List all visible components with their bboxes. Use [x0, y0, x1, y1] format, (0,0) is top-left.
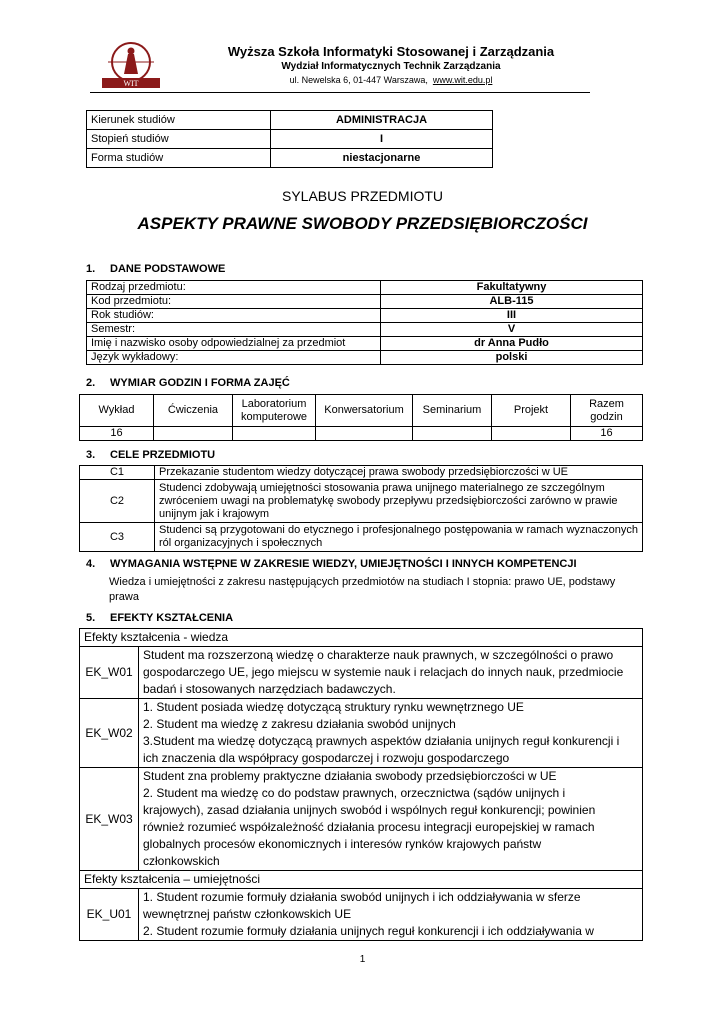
outcome-line: członkowskich — [143, 854, 220, 868]
table-row — [87, 281, 643, 295]
section-3-heading — [86, 449, 215, 461]
outcome-line: globalnych procesów ekonomicznych i interesów rynków krajowych państw — [143, 837, 542, 851]
cell-value: 16 — [80, 427, 154, 441]
table-row — [80, 889, 643, 941]
page-number: 1 — [359, 954, 366, 965]
col-header: Laboratorium komputerowe — [233, 395, 316, 427]
row-value: ALB-115 — [381, 295, 643, 309]
table-row — [87, 149, 493, 168]
row-label: Język wykładowy: — [87, 351, 381, 365]
outcome-code: EK_W03 — [80, 768, 139, 871]
faculty-name: Wydział Informatycznych Technik Zarządzania — [281, 61, 501, 72]
row-label: Imię i nazwisko osoby odpowiedzialnej za przedmiot — [87, 337, 381, 351]
objective-text: Przekazanie studentom wiedzy dotyczącej prawa swobody przedsiębiorczości w UE — [155, 466, 643, 480]
col-header: Wykład — [80, 395, 154, 427]
outcome-line: 1. Student posiada wiedzę dotyczącą struktury rynku wewnętrznego UE — [143, 700, 524, 714]
table-row — [80, 768, 643, 871]
outcome-text — [139, 647, 643, 699]
section-title: CELE PRZEDMIOTU — [110, 449, 216, 461]
outcome-code: EK_W01 — [80, 647, 139, 699]
section-number: 2. — [86, 377, 96, 389]
outcome-line: badań i stosowanych narzędziach badawczych. — [143, 682, 396, 696]
table-row — [80, 699, 643, 768]
table-row — [87, 323, 643, 337]
row-label: Kod przedmiotu: — [87, 295, 381, 309]
learning-outcomes-table — [79, 628, 643, 941]
section-title: WYMIAR GODZIN I FORMA ZAJĘĆ — [110, 377, 290, 389]
outcome-code: EK_U01 — [80, 889, 139, 941]
outcome-text — [139, 768, 643, 871]
cell-value — [154, 427, 233, 441]
col-header: Seminarium — [413, 395, 492, 427]
row-label: Semestr: — [87, 323, 381, 337]
row-label: Rodzaj przedmiotu: — [87, 281, 381, 295]
group-header-row — [80, 629, 643, 647]
info-label: Kierunek studiów — [87, 111, 271, 130]
school-logo — [100, 40, 162, 92]
sylabus-label: SYLABUS PRZEDMIOTU — [281, 188, 444, 204]
row-value: polski — [381, 351, 643, 365]
outcome-line: Student zna problemy praktyczne działania swobody przedsiębiorczości w UE — [143, 769, 557, 783]
table-row — [87, 295, 643, 309]
outcome-line: 3.Student ma wiedzę dotyczącą prawnych aspektów działania unijnych reguł konkurencji i — [143, 734, 620, 748]
outcome-line: 2. Student ma wiedzę z zakresu działania swobód unijnych — [143, 717, 456, 731]
table-row — [87, 337, 643, 351]
outcome-text — [139, 699, 643, 768]
outcome-line: wewnętrznej państw członkowskich UE — [143, 907, 352, 921]
table-row — [80, 466, 643, 480]
outcome-line: 1. Student rozumie formuły działania swobód unijnych i ich oddziaływania w sferze — [143, 890, 581, 904]
cell-value — [492, 427, 571, 441]
section-number: 1. — [86, 263, 96, 275]
table-row — [80, 427, 643, 441]
section-number: 4. — [86, 558, 96, 570]
school-name: Wyższa Szkoła Informatyki Stosowanej i Zarządzania — [227, 44, 555, 59]
section-number: 3. — [86, 449, 96, 461]
table-row — [87, 351, 643, 365]
outcome-text — [139, 889, 643, 941]
col-header: Konwersatorium — [316, 395, 413, 427]
group-header-umiejetnosci: Efekty kształcenia – umiejętności — [80, 871, 643, 889]
outcome-line: 2. Student rozumie formuły działania unijnych reguł konkurencji i ich oddziaływania w — [143, 924, 594, 938]
outcome-code: EK_W02 — [80, 699, 139, 768]
info-value: I — [271, 130, 493, 149]
address: ul. Newelska 6, 01-447 Warszawa, — [289, 75, 428, 85]
section-title: EFEKTY KSZTAŁCENIA — [110, 612, 234, 624]
cell-value — [233, 427, 316, 441]
info-value: ADMINISTRACJA — [271, 111, 493, 130]
table-row — [87, 111, 493, 130]
table-row — [80, 395, 643, 427]
hours-table — [79, 394, 643, 441]
outcome-line: Student ma rozszerzoną wiedzę o charakterze nauk prawnych, w szczególności o prawo — [143, 648, 614, 662]
table-row — [80, 647, 643, 699]
section-title: DANE PODSTAWOWE — [110, 263, 226, 275]
objective-code: C1 — [80, 466, 155, 480]
prerequisites-text: Wiedza i umiejętności z zakresu następujących przedmiotów na studiach I stopnia: prawo UE, podstawy prawa — [109, 576, 616, 603]
row-value: III — [381, 309, 643, 323]
section-title: WYMAGANIA WSTĘPNE W ZAKRESIE WIEDZY, UMIEJĘTNOŚCI I INNYCH KOMPETENCJI — [110, 558, 577, 570]
outcome-line: również rozumieć współzależność działania procesu integracji europejskiej w ramach — [143, 820, 595, 834]
col-header: Razem godzin — [571, 395, 643, 427]
info-value: niestacjonarne — [271, 149, 493, 168]
cell-value: 16 — [571, 427, 643, 441]
address-line — [226, 75, 556, 85]
cell-value — [316, 427, 413, 441]
cell-value — [413, 427, 492, 441]
group-header-row — [80, 871, 643, 889]
section-5-heading — [86, 612, 233, 624]
col-header: Ćwiczenia — [154, 395, 233, 427]
section-1-heading — [86, 263, 225, 275]
table-row — [80, 480, 643, 523]
header-divider — [90, 92, 590, 93]
section-2-heading — [86, 377, 290, 389]
website-link[interactable]: www.wit.edu.pl — [432, 75, 493, 85]
basic-data-table — [86, 280, 643, 365]
section-4-heading — [86, 558, 577, 570]
table-row — [87, 309, 643, 323]
row-value: V — [381, 323, 643, 337]
row-value: Fakultatywny — [381, 281, 643, 295]
svg-text:WIT: WIT — [123, 79, 139, 88]
outcome-line: gospodarczego UE, jego miejscu w systemie nauk i relacjach do innych nauk, przedmiocie — [143, 665, 624, 679]
table-row — [80, 523, 643, 552]
objective-text: Studenci zdobywają umiejętności stosowania prawa unijnego materialnego ze szczególnym zwróceniem uwagi na problematykę swobody przepływu przedsiębiorczości zarówno w prawie unijnym jak i krajowym — [155, 480, 643, 523]
course-title: ASPEKTY PRAWNE SWOBODY PRZEDSIĘBIORCZOŚCI — [137, 214, 588, 233]
outcome-line: krajowych), zasad działania unijnych swobód i wspólnych reguł konkurencji; powinien — [143, 803, 596, 817]
objectives-table — [79, 465, 643, 552]
objective-code: C3 — [80, 523, 155, 552]
section-number: 5. — [86, 612, 96, 624]
col-header: Projekt — [492, 395, 571, 427]
outcome-line: 2. Student ma wiedzę co do podstaw prawnych, orzecznictwa (sądów unijnych i — [143, 786, 566, 800]
row-value: dr Anna Pudło — [381, 337, 643, 351]
outcome-line: ich znaczenia dla współpracy gospodarczej i rozwoju gospodarczego — [143, 751, 510, 765]
group-header-wiedza: Efekty kształcenia - wiedza — [80, 629, 643, 647]
objective-code: C2 — [80, 480, 155, 523]
table-row — [87, 130, 493, 149]
info-label: Forma studiów — [87, 149, 271, 168]
objective-text: Studenci są przygotowani do etycznego i profesjonalnego postępowania w ramach wyznaczonych ról organizacyjnych i społecznych — [155, 523, 643, 552]
info-label: Stopień studiów — [87, 130, 271, 149]
study-info-table — [86, 110, 493, 168]
row-label: Rok studiów: — [87, 309, 381, 323]
